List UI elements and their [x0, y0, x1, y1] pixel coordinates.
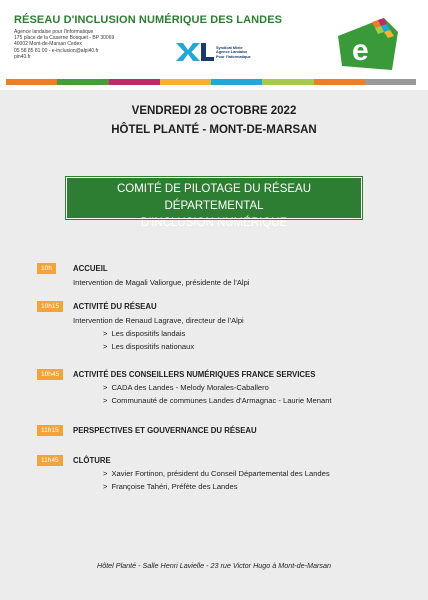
svg-text:e: e [352, 34, 369, 67]
color-stripe-segment [109, 79, 160, 85]
event-venue: HÔTEL PLANTÉ - MONT-DE-MARSAN [111, 124, 317, 136]
agenda-item-title: ACTIVITÉ DES CONSEILLERS NUMÉRIQUES FRANCE SERVICES [73, 370, 316, 379]
time-badge: 10h45 [37, 369, 63, 380]
agenda-bullet: > Xavier Fortinon, président du Conseil Départemental des Landes [103, 469, 330, 478]
address-line: 175 place de la Caserne Bosquet - BP 30069 [14, 35, 115, 42]
address-line: Agence landaise pour l'informatique [14, 29, 94, 35]
agenda-item-detail: Intervention de Renaud Lagrave, directeur de l'Alpi [73, 316, 244, 325]
address-line: 40002 Mont-de-Marsan Cedex [14, 41, 82, 48]
agenda-bullet: > Communauté de communes Landes d'Armagnac - Laurie Menant [103, 396, 332, 405]
address-line: pin40.fr [14, 53, 31, 60]
time-badge: 11h45 [37, 455, 63, 466]
banner-line: D'INCLUSION NUMÉRIQUE [140, 217, 288, 229]
alpi-partner-logo [174, 41, 264, 63]
banner-line: COMITÉ DE PILOTAGE DU RÉSEAU DÉPARTEMENTAL [116, 183, 312, 212]
color-stripe-segment [211, 79, 262, 85]
agenda-item-title: PERSPECTIVES ET GOUVERNANCE DU RÉSEAU [73, 426, 257, 435]
event-date: VENDREDI 28 OCTOBRE 2022 [131, 105, 297, 117]
time-badge: 10h [37, 263, 56, 274]
e-inclusion-logo-icon [334, 16, 400, 72]
color-stripe-segment [160, 79, 211, 85]
color-stripe-segment [262, 79, 313, 85]
agenda-bullet: > Françoise Tahéri, Préfète des Landes [103, 482, 238, 491]
agenda-bullet: > CADA des Landes - Melody Morales-Caballero [103, 383, 269, 392]
color-stripe-segment [6, 79, 57, 85]
address-line: 05 58 85 81 00 - e-inclusion@alpi40.fr [14, 47, 99, 54]
agenda-bullet: > Les dispositifs nationaux [103, 342, 194, 351]
partner-logo-text: Syndicat Mixte Agence Landaise Pour l'Informatique [216, 46, 251, 59]
time-badge: 11h15 [37, 425, 63, 436]
agenda-bullet: > Les dispositifs landais [103, 329, 185, 338]
venue-footer: Hôtel Planté - Salle Henri Lavielle - 23 rue Victor Hugo à Mont-de-Marsan [97, 561, 331, 570]
agenda-item-title: ACTIVITÉ DU RÉSEAU [73, 302, 157, 311]
meeting-title-banner [66, 177, 362, 229]
agenda-item-title: ACCUEIL [73, 264, 108, 273]
time-badge: 10h15 [37, 301, 63, 312]
color-stripe-segment [57, 79, 108, 85]
color-stripe-segment [314, 79, 365, 85]
color-stripe-segment [365, 79, 416, 85]
organization-name: RÉSEAU D'INCLUSION NUMÉRIQUE DES LANDES [14, 14, 283, 26]
agenda-item-title: CLÔTURE [73, 456, 111, 465]
color-stripe [6, 79, 416, 85]
agenda-item-detail: Intervention de Magali Valiorgue, présidente de l'Alpi [73, 278, 250, 287]
xl-logo-icon [174, 41, 214, 63]
organization-address [14, 29, 114, 60]
